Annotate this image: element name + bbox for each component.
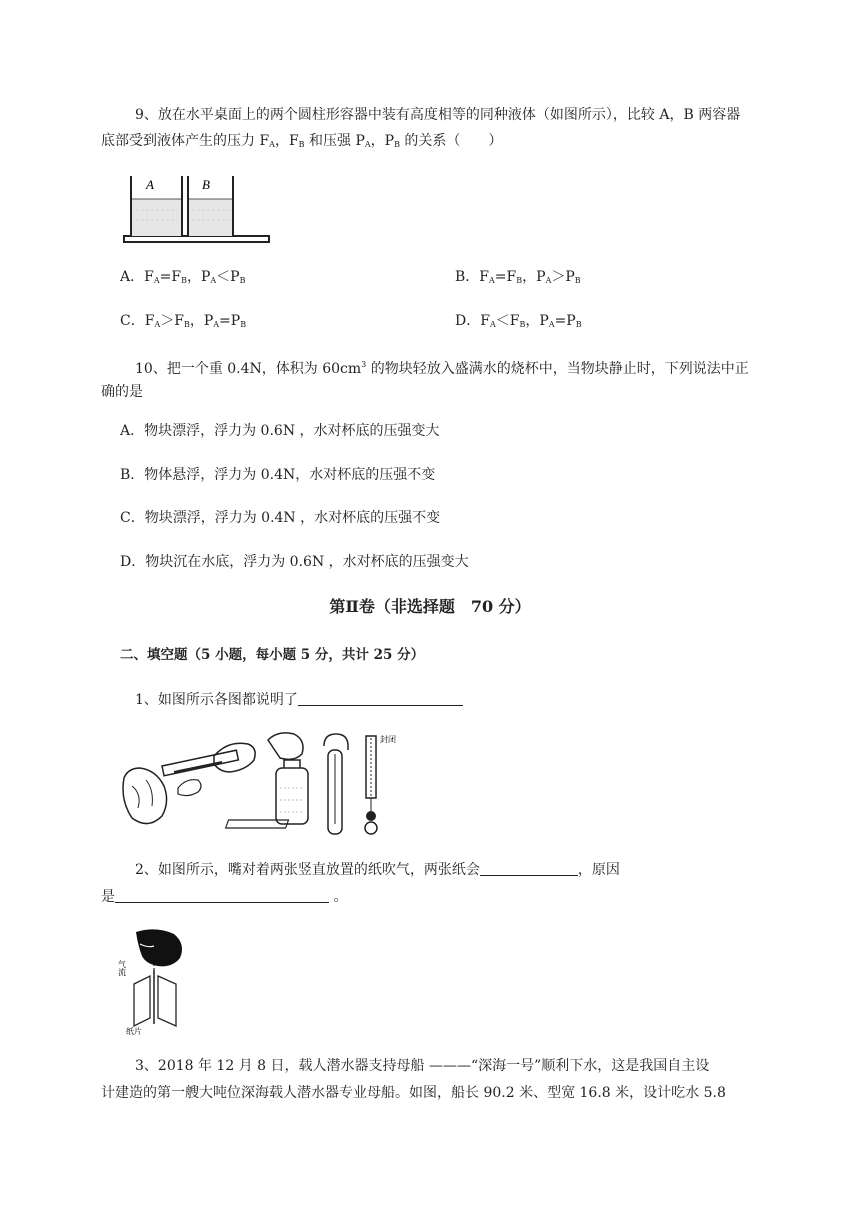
fill3-stem-line1: 3、2018 年 12 月 8 日，载人潜水器支持母船 ———“深海一号”顺利下水，这是我国自主设	[135, 1058, 710, 1074]
q10-stem-line2: 确的是	[101, 384, 143, 400]
q9-option-c: C．$F_A>F_B$，$P_A=P_B$	[120, 313, 247, 329]
fig-label-a: A	[146, 177, 154, 192]
q9-stem-line1: 9、放在水平桌面上的两个圆柱形容器中装有高度相等的同种液体（如图所示），比较 A，B 两容器	[135, 107, 741, 123]
fill1-stem: 1、如图所示各图都说明了	[135, 690, 463, 710]
fill2-stem-line1: 2、如图所示，嘴对着两张竖直放置的纸吹气，两张纸会 ，原因	[135, 862, 620, 878]
fill1-answer-blank[interactable]	[298, 691, 463, 706]
q9-option-b: B．$F_A=F_B$，$P_A>P_B$	[455, 269, 581, 285]
q10-option-c: C．物块漂浮，浮力为 0.4N ，水对杯底的压强不变	[120, 510, 441, 526]
fill2-answer-blank-1[interactable]	[480, 861, 578, 876]
fill3-stem-line2: 计建造的第一艘大吨位深海载人潜水器专业母船。如图，船长 90.2 米、型宽 16.8 米，设计吃水 5.8	[101, 1085, 726, 1101]
fill2-answer-blank-2[interactable]	[115, 888, 329, 903]
sealed-label: 封闭	[380, 735, 396, 744]
section-title: 第Ⅱ卷（非选择题 70 分）	[329, 597, 531, 616]
blowing-paper-figure	[117, 926, 192, 1036]
paper-label: 纸片	[126, 1027, 142, 1036]
air-pressure-figure	[118, 728, 408, 840]
section-subtitle: 二、填空题（5 小题，每小题 5 分，共计 25 分）	[120, 647, 425, 663]
q9-option-a: A．$F_A=F_B$，$P_A<P_B$	[120, 269, 246, 285]
q10-option-a: A．物块漂浮，浮力为 0.6N ，水对杯底的压强变大	[120, 423, 440, 439]
fig-label-b: B	[202, 177, 210, 192]
air-flow-label: 气流	[117, 960, 127, 976]
two-containers-figure	[122, 172, 272, 248]
q10-stem-line1: 10、把一个重 0.4N，体积为 $60cm^3$ 的物块轻放入盛满水的烧杯中，当物块静止时，下列说法中正	[135, 360, 749, 377]
q9-option-d: D．$F_A<F_B$，$P_A=P_B$	[455, 313, 582, 329]
fill2-stem-line2: 是 。	[101, 889, 348, 905]
q10-option-d: D．物块沉在水底，浮力为 0.6N ，水对杯底的压强变大	[120, 554, 469, 570]
q10-option-b: B．物体悬浮，浮力为 0.4N，水对杯底的压强不变	[120, 467, 436, 483]
q9-stem-line2: 底部受到液体产生的压力 $F_A$，$F_B$ 和压强 $P_A$，$P_B$ 的关系（ ）	[101, 133, 503, 149]
